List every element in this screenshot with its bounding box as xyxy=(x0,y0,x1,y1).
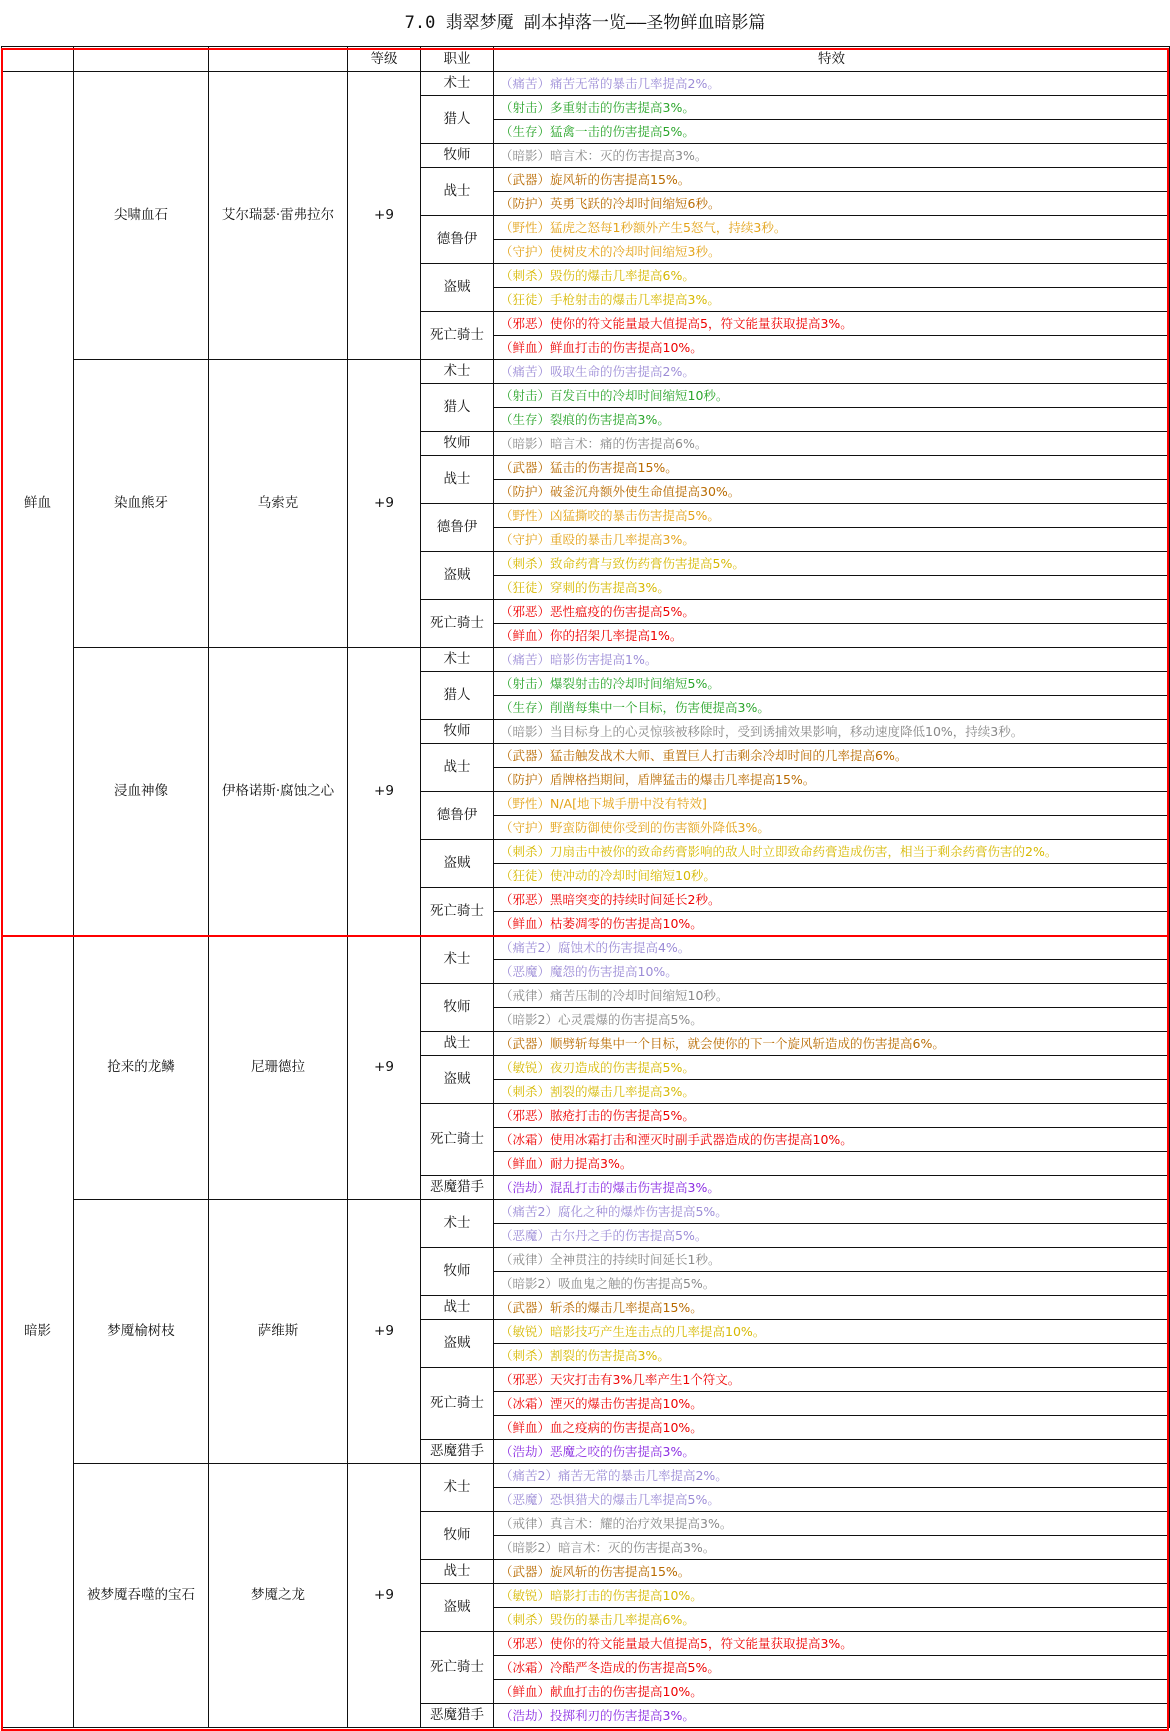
class-name-cell: 死亡骑士 xyxy=(421,1104,494,1176)
class-name-cell: 盗贼 xyxy=(421,1056,494,1104)
header-blank-1 xyxy=(2,47,74,72)
boss-name-cell: 伊格诺斯·腐蚀之心 xyxy=(209,648,348,936)
class-name-cell: 术士 xyxy=(421,648,494,672)
table-row xyxy=(2,1200,1170,1224)
boss-name-cell: 乌索克 xyxy=(209,360,348,648)
effect-cell: （冰霜）冷酷严冬造成的伤害提高5%。 xyxy=(494,1656,1170,1680)
class-name-cell: 死亡骑士 xyxy=(421,1632,494,1704)
class-name-cell: 盗贼 xyxy=(421,1584,494,1632)
relic-name-cell: 梦魇榆树枝 xyxy=(74,1200,209,1464)
class-name-cell: 术士 xyxy=(421,936,494,984)
effect-cell: （戒律）真言术：耀的治疗效果提高3%。 xyxy=(494,1512,1170,1536)
effect-cell: （守护）野蛮防御使你受到的伤害额外降低3%。 xyxy=(494,816,1170,840)
relic-name-cell: 抢来的龙鳞 xyxy=(74,936,209,1200)
effect-cell: （暗影）暗言术：痛的伤害提高6%。 xyxy=(494,432,1170,456)
effect-cell: （刺杀）毁伤的爆击几率提高6%。 xyxy=(494,264,1170,288)
effect-cell: （射击）爆裂射击的冷却时间缩短5%。 xyxy=(494,672,1170,696)
effect-cell: （恶魔）恐惧猎犬的爆击几率提高5%。 xyxy=(494,1488,1170,1512)
header-class: 职业 xyxy=(421,47,494,72)
class-name-cell: 战士 xyxy=(421,168,494,216)
effect-cell: （武器）猛击触发战术大师、重置巨人打击剩余冷却时间的几率提高6%。 xyxy=(494,744,1170,768)
class-name-cell: 术士 xyxy=(421,1200,494,1248)
class-name-cell: 死亡骑士 xyxy=(421,888,494,936)
class-name-cell: 死亡骑士 xyxy=(421,600,494,648)
table-row xyxy=(2,360,1170,384)
effect-cell: （暗影2）暗言术：灭的伤害提高3%。 xyxy=(494,1536,1170,1560)
effect-cell: （暗影2）吸血鬼之触的伤害提高5%。 xyxy=(494,1272,1170,1296)
class-name-cell: 术士 xyxy=(421,360,494,384)
effect-cell: （冰霜）使用冰霜打击和湮灭时副手武器造成的伤害提高10%。 xyxy=(494,1128,1170,1152)
class-name-cell: 牧师 xyxy=(421,432,494,456)
effect-cell: （痛苦）暗影伤害提高1%。 xyxy=(494,648,1170,672)
item-level-cell: +9 xyxy=(348,1464,421,1728)
effect-cell: （痛苦）吸取生命的伤害提高2%。 xyxy=(494,360,1170,384)
effect-cell: （守护）重殴的暴击几率提高3%。 xyxy=(494,528,1170,552)
table-row xyxy=(2,72,1170,96)
effect-cell: （冰霜）湮灭的爆击伤害提高10%。 xyxy=(494,1392,1170,1416)
effect-cell: （暗影）暗言术：灭的伤害提高3%。 xyxy=(494,144,1170,168)
effect-cell: （生存）猛禽一击的伤害提高5%。 xyxy=(494,120,1170,144)
class-name-cell: 恶魔猎手 xyxy=(421,1440,494,1464)
item-level-cell: +9 xyxy=(348,1200,421,1464)
effect-cell: （守护）使树皮术的冷却时间缩短3秒。 xyxy=(494,240,1170,264)
effect-cell: （狂徒）穿刺的伤害提高3%。 xyxy=(494,576,1170,600)
page-title: 7.0 翡翠梦魇 副本掉落一览——圣物鲜血暗影篇 xyxy=(404,13,766,33)
effect-cell: （浩劫）混乱打击的爆击伤害提高3%。 xyxy=(494,1176,1170,1200)
effect-cell: （敏锐）暗影打击的伤害提高10%。 xyxy=(494,1584,1170,1608)
class-name-cell: 术士 xyxy=(421,72,494,96)
class-name-cell: 盗贼 xyxy=(421,552,494,600)
effect-cell: （敏锐）暗影技巧产生连击点的几率提高10%。 xyxy=(494,1320,1170,1344)
class-name-cell: 战士 xyxy=(421,744,494,792)
effect-cell: （刺杀）刀扇击中被你的致命药膏影响的敌人时立即致命药膏造成伤害，相当于剩余药膏伤害的2%。 xyxy=(494,840,1170,864)
effect-cell: （刺杀）毁伤的暴击几率提高6%。 xyxy=(494,1608,1170,1632)
effect-cell: （戒律）全神贯注的持续时间延长1秒。 xyxy=(494,1248,1170,1272)
effect-cell: （野性）凶猛撕咬的暴击伤害提高5%。 xyxy=(494,504,1170,528)
effect-cell: （暗影2）心灵震爆的伤害提高5%。 xyxy=(494,1008,1170,1032)
effect-cell: （鲜血）耐力提高3%。 xyxy=(494,1152,1170,1176)
class-name-cell: 死亡骑士 xyxy=(421,1368,494,1440)
class-name-cell: 术士 xyxy=(421,1464,494,1512)
table-row xyxy=(2,1464,1170,1488)
item-level-cell: +9 xyxy=(348,648,421,936)
effect-cell: （鲜血）枯萎凋零的伤害提高10%。 xyxy=(494,912,1170,936)
effect-cell: （戒律）痛苦压制的冷却时间缩短10秒。 xyxy=(494,984,1170,1008)
class-name-cell: 德鲁伊 xyxy=(421,216,494,264)
effect-cell: （恶魔）魔怨的伤害提高10%。 xyxy=(494,960,1170,984)
effect-cell: （鲜血）鲜血打击的伤害提高10%。 xyxy=(494,336,1170,360)
class-name-cell: 盗贼 xyxy=(421,264,494,312)
effect-cell: （邪恶）恶性瘟疫的伤害提高5%。 xyxy=(494,600,1170,624)
effect-cell: （狂徒）使冲动的冷却时间缩短10秒。 xyxy=(494,864,1170,888)
effect-cell: （生存）裂痕的伤害提高3%。 xyxy=(494,408,1170,432)
header-blank-3 xyxy=(209,47,348,72)
effect-cell: （痛苦）痛苦无常的暴击几率提高2%。 xyxy=(494,72,1170,96)
effect-cell: （防护）英勇飞跃的冷却时间缩短6秒。 xyxy=(494,192,1170,216)
effect-cell: （武器）斩杀的爆击几率提高15%。 xyxy=(494,1296,1170,1320)
relic-name-cell: 浸血神像 xyxy=(74,648,209,936)
relic-type-cell: 暗影 xyxy=(2,936,74,1728)
effect-cell: （防护）破釜沉舟额外使生命值提高30%。 xyxy=(494,480,1170,504)
effect-cell: （武器）旋风斩的伤害提高15%。 xyxy=(494,168,1170,192)
loot-table xyxy=(1,46,1170,1728)
boss-name-cell: 艾尔瑞瑟·雷弗拉尔 xyxy=(209,72,348,360)
effect-cell: （刺杀）割裂的爆击几率提高3%。 xyxy=(494,1080,1170,1104)
effect-cell: （邪恶）黑暗突变的持续时间延长2秒。 xyxy=(494,888,1170,912)
effect-cell: （生存）削凿每集中一个目标，伤害便提高3%。 xyxy=(494,696,1170,720)
class-name-cell: 战士 xyxy=(421,1032,494,1056)
effect-cell: （敏锐）夜刃造成的伤害提高5%。 xyxy=(494,1056,1170,1080)
class-name-cell: 战士 xyxy=(421,1560,494,1584)
item-level-cell: +9 xyxy=(348,360,421,648)
effect-cell: （刺杀）致命药膏与致伤药膏伤害提高5%。 xyxy=(494,552,1170,576)
effect-cell: （鲜血）血之疫病的伤害提高10%。 xyxy=(494,1416,1170,1440)
header-blank-2 xyxy=(74,47,209,72)
effect-cell: （武器）旋风斩的伤害提高15%。 xyxy=(494,1560,1170,1584)
class-name-cell: 德鲁伊 xyxy=(421,504,494,552)
table-row xyxy=(2,936,1170,960)
effect-cell: （痛苦2）痛苦无常的暴击几率提高2%。 xyxy=(494,1464,1170,1488)
class-name-cell: 恶魔猎手 xyxy=(421,1176,494,1200)
effect-cell: （射击）多重射击的伤害提高3%。 xyxy=(494,96,1170,120)
effect-cell: （邪恶）使你的符文能量最大值提高5，符文能量获取提高3%。 xyxy=(494,312,1170,336)
class-name-cell: 牧师 xyxy=(421,984,494,1032)
class-name-cell: 牧师 xyxy=(421,720,494,744)
header-row xyxy=(2,47,1170,72)
effect-cell: （恶魔）古尔丹之手的伤害提高5%。 xyxy=(494,1224,1170,1248)
relic-name-cell: 尖啸血石 xyxy=(74,72,209,360)
class-name-cell: 战士 xyxy=(421,456,494,504)
class-name-cell: 牧师 xyxy=(421,1248,494,1296)
class-name-cell: 猎人 xyxy=(421,672,494,720)
class-name-cell: 猎人 xyxy=(421,384,494,432)
loot-table-body xyxy=(2,47,1170,1728)
class-name-cell: 牧师 xyxy=(421,1512,494,1560)
effect-cell: （浩劫）投掷利刃的伤害提高3%。 xyxy=(494,1704,1170,1728)
class-name-cell: 战士 xyxy=(421,1296,494,1320)
header-level: 等级 xyxy=(348,47,421,72)
effect-cell: （鲜血）献血打击的伤害提高10%。 xyxy=(494,1680,1170,1704)
item-level-cell: +9 xyxy=(348,936,421,1200)
effect-cell: （痛苦2）腐蚀术的伤害提高4%。 xyxy=(494,936,1170,960)
effect-cell: （痛苦2）腐化之种的爆炸伤害提高5%。 xyxy=(494,1200,1170,1224)
effect-cell: （武器）猛击的伤害提高15%。 xyxy=(494,456,1170,480)
effect-cell: （浩劫）恶魔之咬的伤害提高3%。 xyxy=(494,1440,1170,1464)
effect-cell: （暗影）当目标身上的心灵惊骇被移除时，受到诱捕效果影响，移动速度降低10%，持续3秒。 xyxy=(494,720,1170,744)
class-name-cell: 德鲁伊 xyxy=(421,792,494,840)
effect-cell: （邪恶）天灾打击有3%几率产生1个符文。 xyxy=(494,1368,1170,1392)
relic-name-cell: 被梦魇吞噬的宝石 xyxy=(74,1464,209,1728)
effect-cell: （狂徒）手枪射击的爆击几率提高3%。 xyxy=(494,288,1170,312)
class-name-cell: 猎人 xyxy=(421,96,494,144)
class-name-cell: 盗贼 xyxy=(421,1320,494,1368)
relic-type-cell: 鲜血 xyxy=(2,72,74,936)
effect-cell: （鲜血）你的招架几率提高1%。 xyxy=(494,624,1170,648)
effect-cell: （邪恶）脓疮打击的伤害提高5%。 xyxy=(494,1104,1170,1128)
effect-cell: （野性）猛虎之怒每1秒额外产生5怒气，持续3秒。 xyxy=(494,216,1170,240)
effect-cell: （邪恶）使你的符文能量最大值提高5，符文能量获取提高3%。 xyxy=(494,1632,1170,1656)
table-row xyxy=(2,648,1170,672)
class-name-cell: 牧师 xyxy=(421,144,494,168)
effect-cell: （射击）百发百中的冷却时间缩短10秒。 xyxy=(494,384,1170,408)
effect-cell: （防护）盾牌格挡期间，盾牌猛击的爆击几率提高15%。 xyxy=(494,768,1170,792)
class-name-cell: 恶魔猎手 xyxy=(421,1704,494,1728)
boss-name-cell: 萨维斯 xyxy=(209,1200,348,1464)
class-name-cell: 盗贼 xyxy=(421,840,494,888)
relic-name-cell: 染血熊牙 xyxy=(74,360,209,648)
header-effect: 特效 xyxy=(494,47,1170,72)
boss-name-cell: 梦魇之龙 xyxy=(209,1464,348,1728)
boss-name-cell: 尼珊德拉 xyxy=(209,936,348,1200)
effect-cell: （刺杀）割裂的伤害提高3%。 xyxy=(494,1344,1170,1368)
class-name-cell: 死亡骑士 xyxy=(421,312,494,360)
item-level-cell: +9 xyxy=(348,72,421,360)
effect-cell: （武器）顺劈斩每集中一个目标，就会使你的下一个旋风斩造成的伤害提高6%。 xyxy=(494,1032,1170,1056)
effect-cell: （野性）N/A[地下城手册中没有特效] xyxy=(494,792,1170,816)
